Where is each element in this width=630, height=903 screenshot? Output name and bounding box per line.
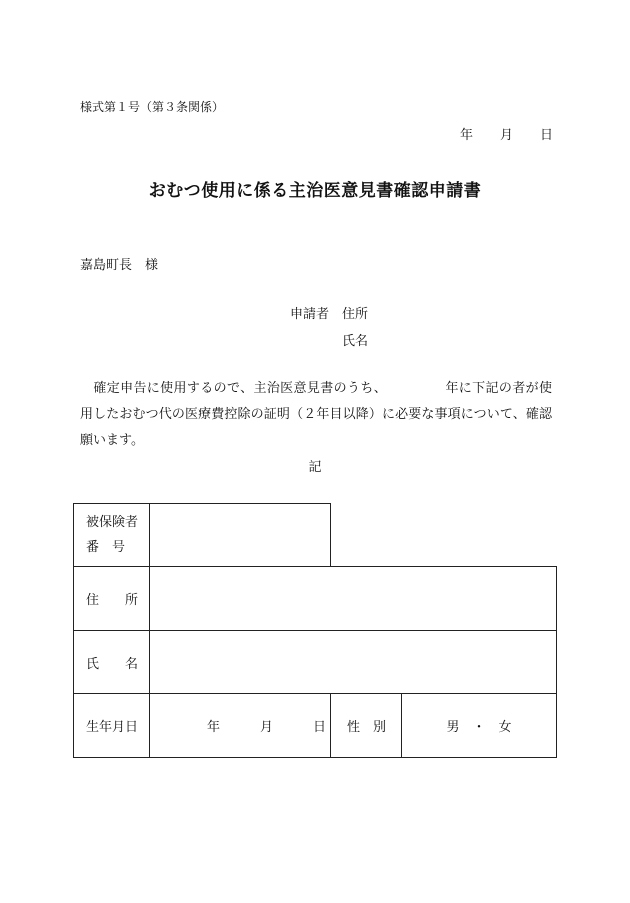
birthdate-label: 生年月日 [86, 720, 139, 735]
form-number: 様式第１号（第３条関係） [80, 100, 225, 114]
body-text-part1: 確定申告に使用するので、主治医意見書のうち、 [93, 381, 388, 396]
insured-label-line2: 番 号 [86, 540, 126, 555]
address-label: 住 所 [86, 593, 139, 608]
applicant-label: 申請者 [290, 307, 330, 322]
table-border [330, 693, 331, 758]
birth-day-label: 日 [313, 720, 327, 735]
applicant-address-label: 住所 [342, 307, 369, 322]
table-border [73, 757, 557, 758]
request-body-text [80, 376, 552, 454]
birthdate-field[interactable] [150, 694, 330, 757]
body-text-part2: 年に下記の者が使用したおむつ代の医療費控除の証明（２年目以降）に必要な事項について、確認願います。 [80, 381, 552, 448]
insured-number-field[interactable] [150, 504, 330, 566]
ki-heading: 記 [308, 460, 322, 475]
document-title: おむつ使用に係る主治医意見書確認申請書 [148, 181, 482, 201]
name-field[interactable] [150, 631, 556, 693]
gender-label: 性 別 [347, 720, 387, 735]
gender-options[interactable]: 男 ・ 女 [446, 720, 512, 735]
birth-year-label: 年 [207, 720, 221, 735]
insured-number-label [86, 510, 146, 560]
applicant-name-label: 氏名 [342, 334, 369, 349]
name-label: 氏 名 [86, 656, 139, 672]
date-year-label: 年 [460, 128, 474, 143]
addressee: 嘉島町長 様 [80, 258, 159, 273]
table-border [73, 503, 74, 758]
table-border [556, 566, 557, 758]
date-month-label: 月 [500, 128, 514, 143]
birth-month-label: 月 [260, 720, 274, 735]
date-day-label: 日 [540, 128, 554, 143]
insured-label-line1: 被保険者 [86, 515, 139, 530]
table-border [330, 503, 331, 567]
address-field[interactable] [150, 567, 556, 630]
date-field [460, 124, 554, 143]
